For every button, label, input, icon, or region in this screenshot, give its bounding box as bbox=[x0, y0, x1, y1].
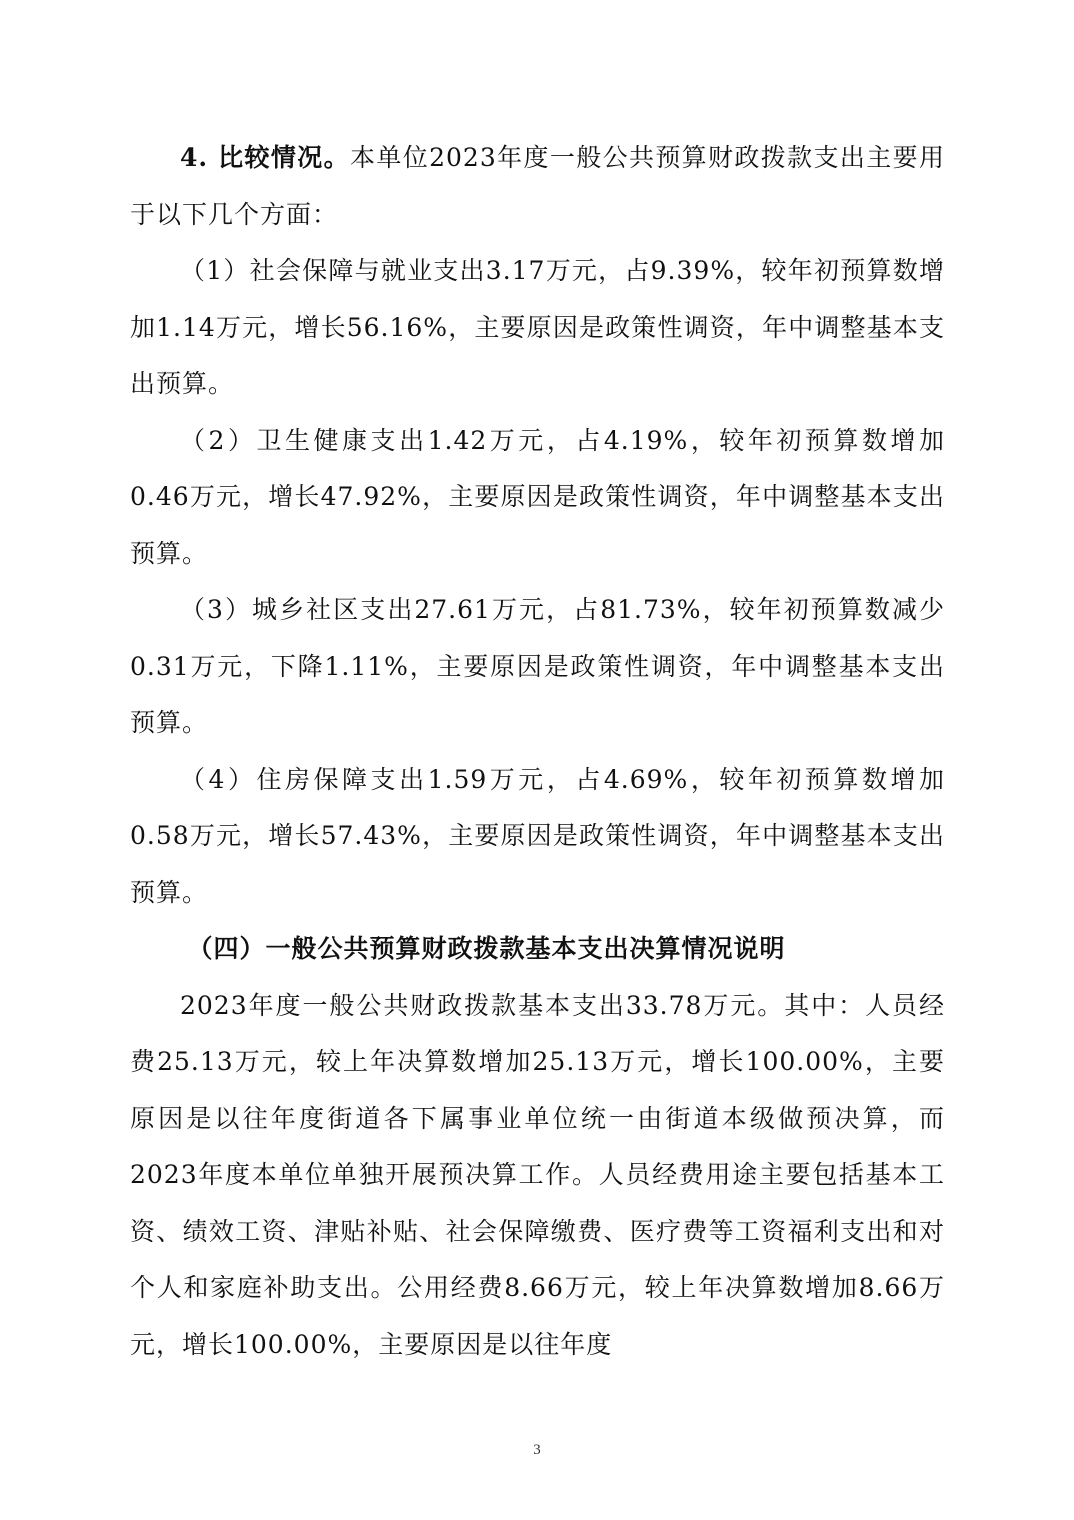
comparison-intro-paragraph bbox=[130, 130, 945, 243]
page-content bbox=[130, 130, 945, 1373]
item-social-security-paragraph: （1）社会保障与就业支出3.17万元，占9.39%，较年初预算数增加1.14万元，增长56.16%，主要原因是政策性调资，年中调整基本支出预算。 bbox=[130, 256, 945, 398]
item-health-paragraph: （2）卫生健康支出1.42万元，占4.19%，较年初预算数增加0.46万元，增长47.92%，主要原因是政策性调资，年中调整基本支出预算。 bbox=[130, 425, 945, 568]
item-housing-paragraph: （4）住房保障支出1.59万元，占4.69%，较年初预算数增加0.58万元，增长57.43%，主要原因是政策性调资，年中调整基本支出预算。 bbox=[130, 764, 945, 907]
basic-expenditure-paragraph: 2023年度一般公共财政拨款基本支出33.78万元。其中：人员经费25.13万元，较上年决算数增加25.13万元，增长100.00%，主要原因是以往年度街道各下属事业单位统一由街道本级做预决算，而2023年度本单位单独开展预决算工作。人员经费用途主要包括基本工资、绩效工资、津贴补贴、社会保障缴费、医疗费等工资福利支出和对个人和家庭补助支出。公用经费8.66万元，较上年决算数增加8.66万元，增长100.00%，主要原因是以往年度 bbox=[130, 990, 945, 1359]
item-urban-rural-paragraph: （3）城乡社区支出27.61万元，占81.73%，较年初预算数减少0.31万元，下降1.11%，主要原因是政策性调资，年中调整基本支出预算。 bbox=[130, 595, 945, 737]
comparison-lead-heading: 4. 比较情况。 bbox=[180, 143, 351, 172]
section-heading: （四）一般公共预算财政拨款基本支出决算情况说明 bbox=[187, 934, 786, 963]
page-number: 3 bbox=[533, 1442, 541, 1458]
comparison-intro-text: 本单位2023年度一般公共预算财政拨款支出主要用于以下几个方面： bbox=[130, 143, 945, 229]
